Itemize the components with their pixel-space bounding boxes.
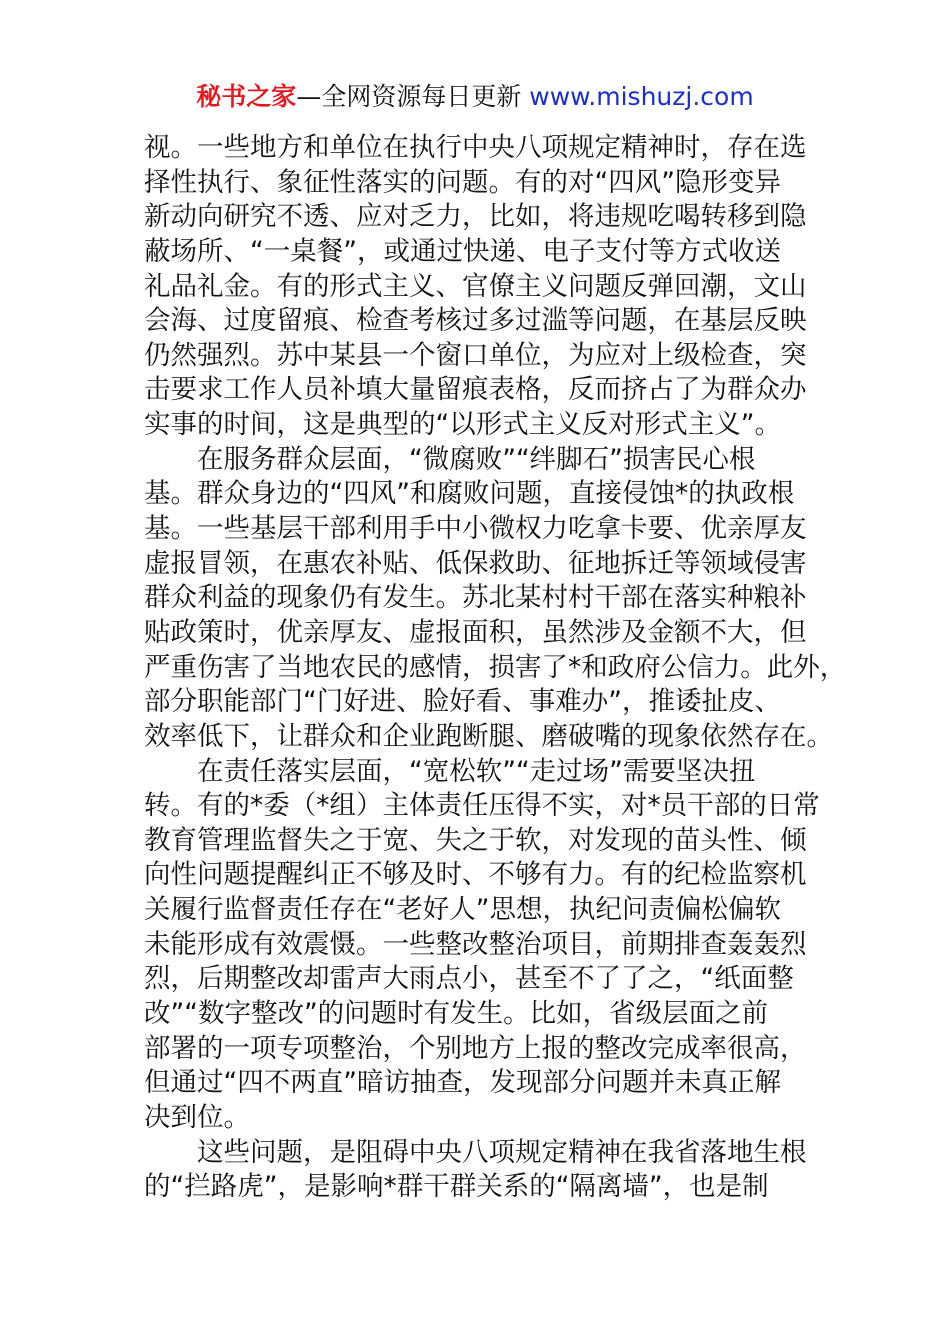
text-line: 视。一些地方和单位在执行中央八项规定精神时，存在选 (144, 132, 807, 163)
text-line: 击要求工作人员补填大量留痕表格，反而挤占了为群众办 (144, 374, 807, 406)
text-line: 基。群众身边的“四风”和腐败问题，直接侵蚀*的执政根 (144, 478, 795, 510)
text-line: 在服务群众层面，“微腐败”“绊脚石”损害民心根 (144, 443, 756, 475)
text-line: 实事的时间，这是典型的“以形式主义反对形式主义”。 (144, 409, 781, 441)
text-line: 这些问题，是阻碍中央八项规定精神在我省落地生根 (144, 1136, 807, 1168)
text-line: 关履行监督责任存在“老好人”思想，执纪问责偏松偏软 (144, 894, 781, 926)
text-line: 礼品礼金。有的形式主义、官僚主义问题反弹回潮，文山 (144, 270, 807, 302)
document-body (144, 131, 847, 1205)
text-line: 效率低下，让群众和企业跑断腿、磨破嘴的现象依然存在。 (144, 720, 833, 752)
text-line: 新动向研究不透、应对乏力，比如，将违规吃喝转移到隐 (144, 201, 807, 233)
text-line: 在责任落实层面，“宽松软”“走过场”需要坚决扭 (144, 755, 756, 787)
text-line: 虚报冒领，在惠农补贴、低保救助、征地拆迁等领域侵害 (144, 547, 807, 579)
text-line: 仍然强烈。苏中某县一个窗口单位，为应对上级检查，突 (144, 339, 807, 371)
text-line: 转。有的*委（*组）主体责任压得不实，对*员干部的日常 (144, 790, 820, 822)
text-line: 部分职能部门“门好进、脸好看、事难办”，推诿扯皮、 (144, 686, 781, 718)
text-line: 蔽场所、“一桌餐”，或通过快递、电子支付等方式收送 (144, 235, 781, 267)
site-url-link[interactable]: www.mishuzj.com (529, 82, 754, 111)
brand-name: 秘书之家 (196, 82, 297, 111)
text-line: 改”“数字整改”的问题时有发生。比如，省级层面之前 (144, 998, 769, 1030)
text-line: 基。一些基层干部利用手中小微权力吃拿卡要、优亲厚友 (144, 513, 807, 545)
text-line: 烈，后期整改却雷声大雨点小，甚至不了了之，“纸面整 (144, 963, 794, 995)
text-line: 群众利益的现象仍有发生。苏北某村村干部在落实种粮补 (144, 582, 807, 614)
site-header (0, 80, 950, 114)
text-line: 未能形成有效震慑。一些整改整治项目，前期排查轰轰烈 (144, 928, 807, 960)
text-line: 教育管理监督失之于宽、失之于软，对发现的苗头性、倾 (144, 824, 807, 856)
text-line: 但通过“四不两直”暗访抽查，发现部分问题并未真正解 (144, 1067, 781, 1099)
text-line: 会海、过度留痕、检查考核过多过滥等问题，在基层反映 (144, 305, 807, 337)
text-line: 的“拦路虎”，是影响*群干群关系的“隔离墙”，也是制 (144, 1171, 769, 1203)
text-line: 向性问题提醒纠正不够及时、不够有力。有的纪检监察机 (144, 859, 807, 891)
text-line: 严重伤害了当地农民的感情，损害了*和政府公信力。此外， (144, 651, 847, 683)
text-line: 贴政策时，优亲厚友、虚报面积，虽然涉及金额不大，但 (144, 616, 807, 648)
text-line: 部署的一项专项整治，个别地方上报的整改完成率很高， (144, 1032, 807, 1064)
text-line: 决到位。 (144, 1101, 250, 1133)
site-slogan: —全网资源每日更新 (296, 82, 530, 111)
text-line: 择性执行、象征性落实的问题。有的对“四风”隐形变异 (144, 166, 781, 198)
